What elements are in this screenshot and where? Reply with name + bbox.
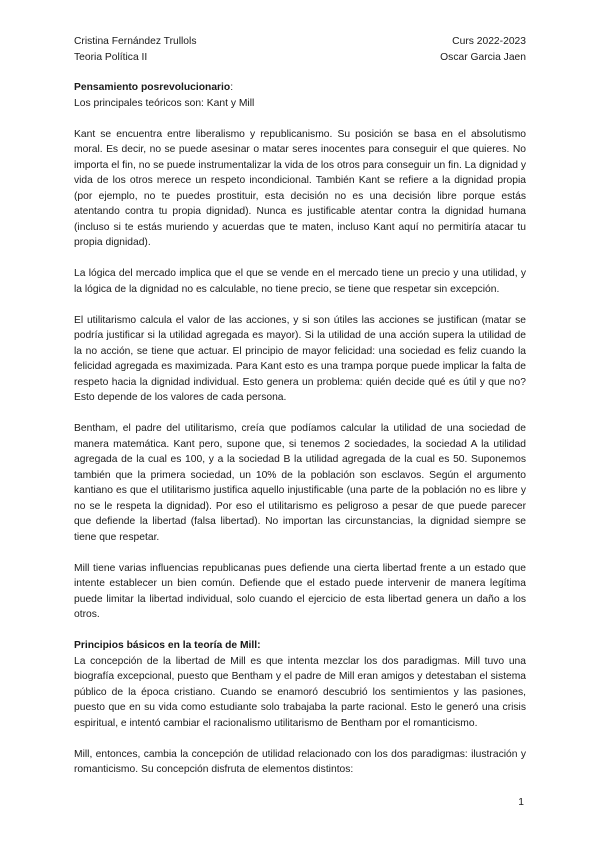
paragraph-market-logic: La lógica del mercado implica que el que se vende en el mercado tiene un precio y una utilidad, y la lógica de la dignidad no es calculable, no tiene precio, se tiene que respetar sin excepción. [74, 268, 526, 295]
page-header [74, 34, 526, 65]
paragraph-mill-liberty: La concepción de la libertad de Mill es que intenta mezclar los dos paradigmas. Mill tuvo una biografía excepcional, puesto que Bentham y el padre de Mill eran amigos y detestaban el sistema público de la época cristiano. Cuando se enamoró descubrió los sentimientos y las pasiones, puesto que en su vida como estudiante solo trabajaba la parte racional. Esto le generó una crisis espiritual, e intentó cambiar el racionalismo utilitarismo de Bentham por el romanticismo. [74, 655, 526, 729]
page-number: 1 [518, 797, 524, 808]
subject-name: Teoria Política II [74, 51, 148, 63]
section-subtitle: Los principales teóricos son: Kant y Mill [74, 97, 255, 109]
paragraph-utilitarianism: El utilitarismo calcula el valor de las acciones, y si son útiles las acciones se justifican (matar se podría justificar si la utilidad agregada es mayor). Si la utilidad de una acción supera la utilidad de la no acción, se tiene que actuar. El principio de mayor felicidad: una sociedad es feliz cuando la felicidad agregada es maximizada. Para Kant esto es una trampa porque puede implicar la falta de respeto hacia la dignidad individual. Esto genera un problema: quién decide qué es útil y que no? Esto depende de los valores de cada persona. [74, 314, 526, 403]
paragraph-kant: Kant se encuentra entre liberalismo y republicanismo. Su posición se basa en el absolutismo moral. Es decir, no se puede asesinar o matar seres inocentes para conseguir el que quieres. No importa el fin, no se puede instrumentalizar la vida de los otros para conseguir un fin. La dignidad y vida de los otros merece un respeto incondicional. También Kant se refiere a la dignidad propia (por ejemplo, no te puedes prostituir, esta decisión no es una decisión libre porque estás atentando contra tu propia dignidad). Nunca es justificable atentar contra la dignidad humana (incluso si te estás muriendo y acuerdas que te maten, incluso Kant aquí no permitiría atacar tu propia dignidad). [74, 128, 526, 248]
section-title-colon: : [230, 82, 234, 93]
paragraph-bentham: Bentham, el padre del utilitarismo, creía que podíamos calcular la utilidad de una sociedad de manera matemática. Kant pero, supone que, si tenemos 2 sociedades, la sociedad A la utilidad agregada de la cual es 100, y a la sociedad B la utilidad agregada de la cual es 50. Suponemos también que la primera sociedad, un 10% de la población son esclavos. Según el argumento kantiano es que el utilitarismo justifica aquello injustificable (una parte de la población no es libre y no se le respeta la dignidad). Por eso el utilitarismo es peligroso a pesar de que puede parecer que defiende la libertad (falsa libertad). No importan las circunstancias, la dignidad siempre se tiene que respetar. [74, 423, 526, 543]
section-heading-posrevolucionario [74, 80, 526, 96]
author-name: Cristina Fernández Trullols [74, 36, 197, 47]
professor-name: Oscar Garcia Jaen [440, 51, 526, 63]
section-title: Pensamiento posrevolucionario [74, 82, 231, 93]
paragraph-mill: Mill tiene varias influencias republicanas pues defiende una cierta libertad frente a un estado que intente establecer un bien común. Defiende que el estado puede intervenir de manera legítima puede limitar la libertad individual, solo cuando el ejercicio de esta libertad genera un daño a los otros. [74, 562, 526, 620]
paragraph-mill-utility: Mill, entonces, cambia la concepción de utilidad relacionado con los dos paradigmas: ilustración y romanticismo. Su concepción disfruta de elementos distintos: [74, 748, 526, 775]
section-heading-mill: Principios básicos en la teoría de Mill: [74, 640, 261, 651]
course-year: Curs 2022-2023 [452, 36, 526, 47]
document-body [74, 80, 526, 778]
